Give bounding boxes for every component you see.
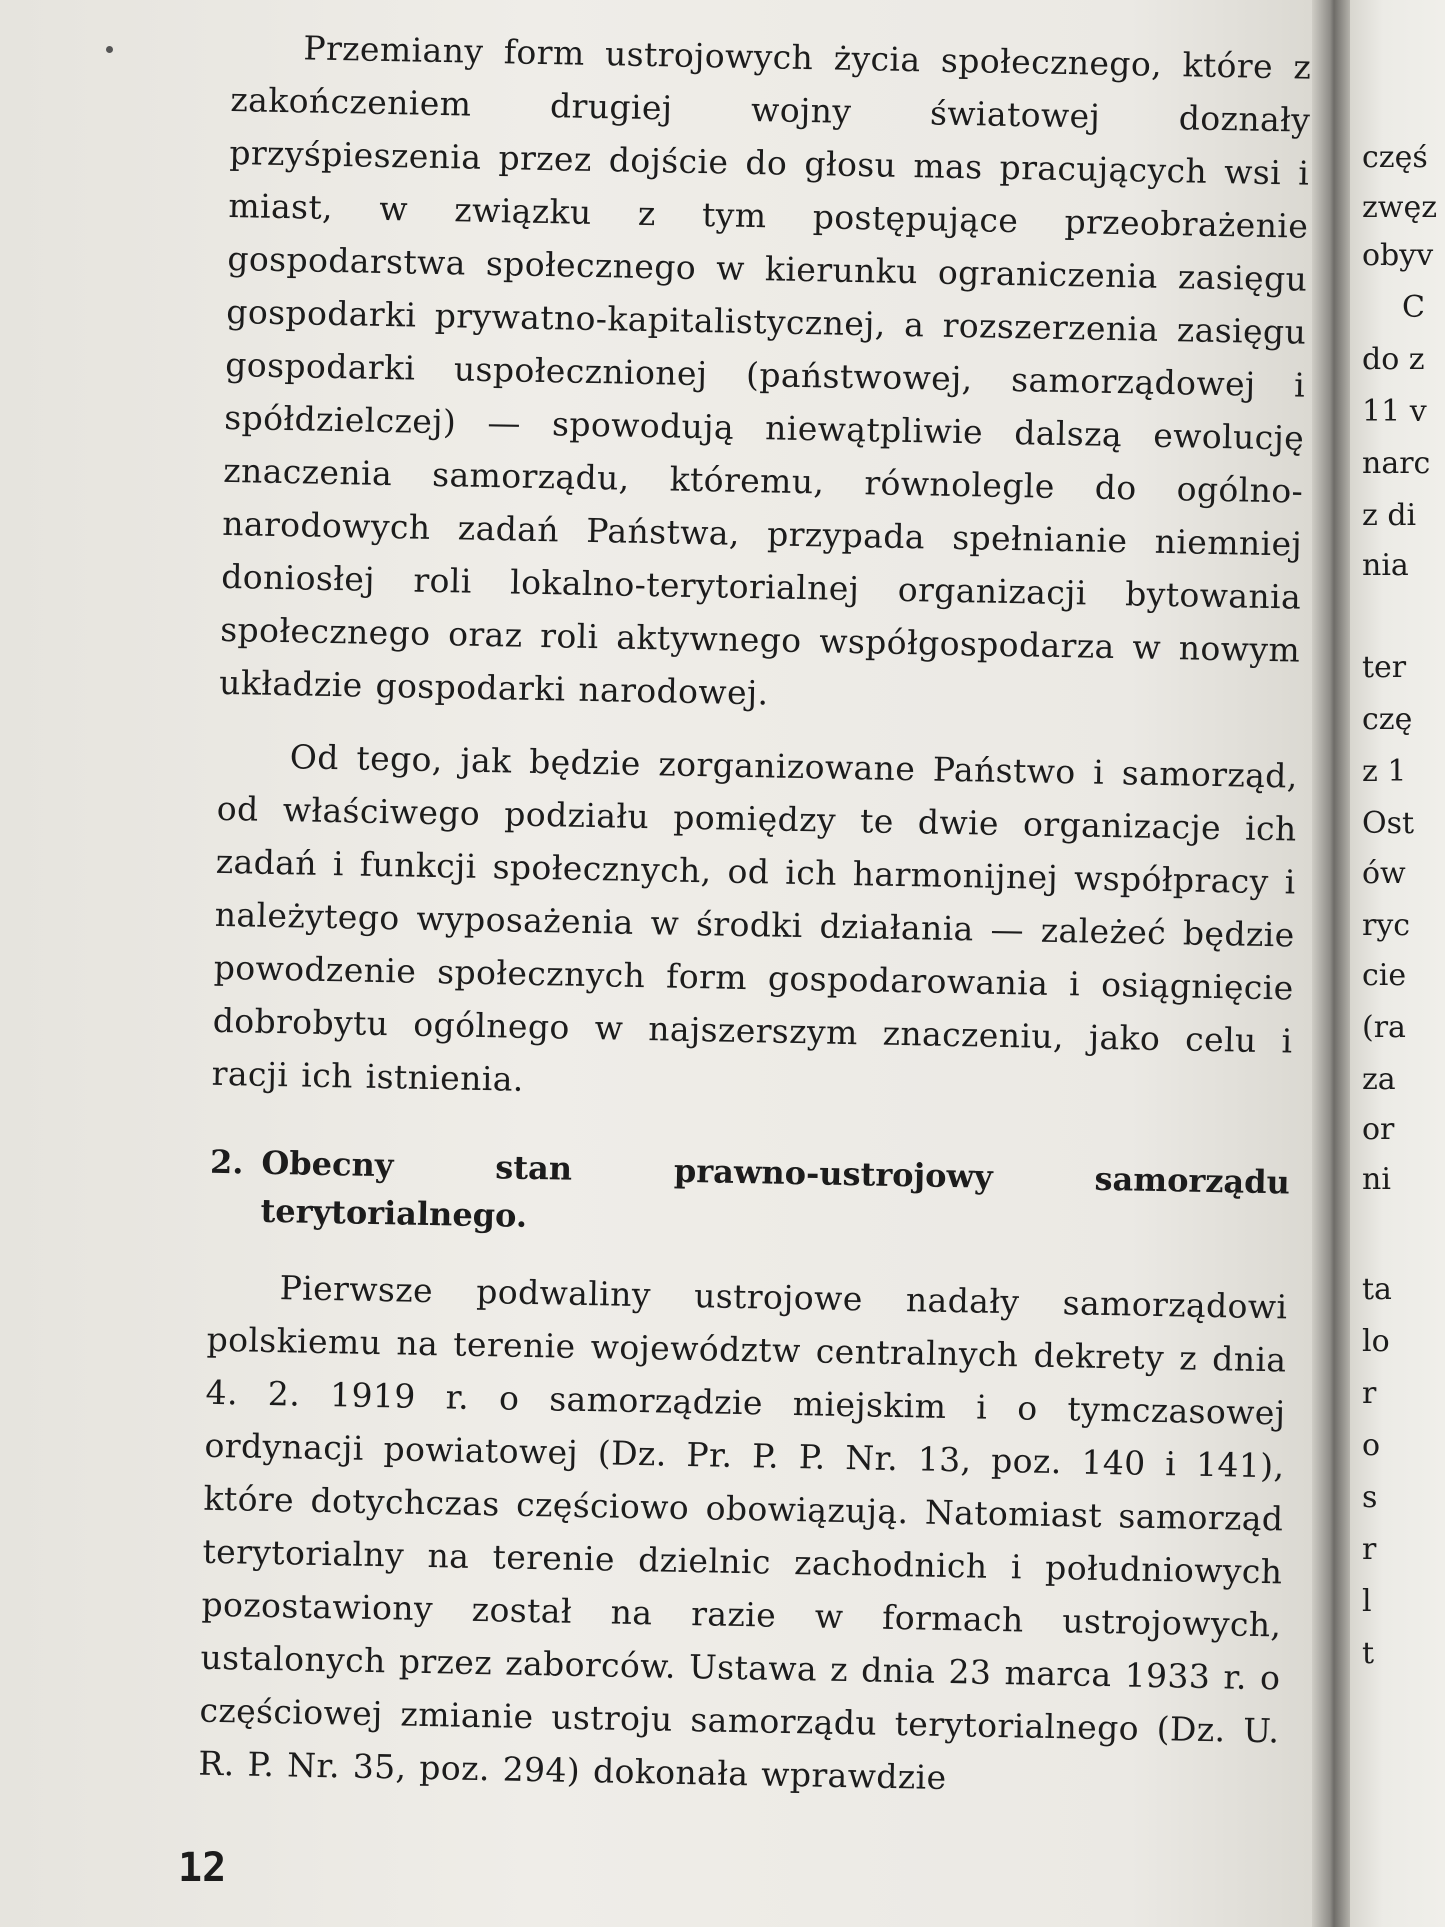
book-gutter	[1312, 0, 1352, 1927]
right-fragment: Ost	[1362, 806, 1415, 841]
right-fragment: ter	[1362, 650, 1407, 685]
right-fragment: l	[1362, 1584, 1372, 1619]
right-fragment: t	[1362, 1636, 1375, 1671]
right-fragment: ryc	[1362, 908, 1411, 943]
section-title: Obecny stan prawno-ustrojowy samorządu terytorialnego.	[260, 1143, 1291, 1235]
right-fragment: częś	[1362, 140, 1428, 175]
right-fragment: czę	[1362, 702, 1413, 737]
right-fragment: C	[1402, 290, 1425, 325]
paragraph-1: Przemiany form ustrojowych życia społecznego, które z zakończeniem drugiej wojny światowej doznały przyśpieszenia przez dojście do głosu mas pracujących wsi i miast, w związku z tym postępujące przeobrażenie gospodarstwa społecznego w kierunku ograniczenia zasięgu gospodarki prywatno-kapitalistycznej, a rozszerzenia zasięgu gospodarki uspołecznionej (państwowej, samorządowej i spółdzielczej) — spowodują niewątpliwie dalszą ewolucję znaczenia samorządu, któremu, równolegle do ogólno-narodowych zadań Państwa, przypada spełnianie niemniej doniosłej roli lokalno-terytorialnej organizacji bytowania społecznego oraz roli aktywnego współgospodarza w nowym układzie gospodarki narodowej.	[218, 28, 1312, 713]
right-fragment: r	[1362, 1376, 1377, 1411]
speck	[106, 46, 113, 53]
right-fragment: or	[1362, 1112, 1395, 1147]
right-fragment: ów	[1362, 856, 1406, 891]
paragraph-3: Pierwsze podwaliny ustrojowe nadały samorządowi polskiemu na terenie województw centralnych dekrety z dnia 4. 2. 1919 r. o samorządzie miejskim i o tymczasowej ordynacji powiatowej (Dz. Pr. P. P. Nr. 13, poz. 140 i 141), które dotychczas częściowo obowiązują. Natomiast samorząd terytorialny na terenie dzielnic zachodnich i południowych pozostawiony został na razie w formach ustrojowych, ustalonych przez zaborców. Ustawa z dnia 23 marca 1933 r. o częściowej zmianie ustroju samorządu terytorialnego (Dz. U. R. P. Nr. 35, poz. 294) dokonała wprawdzie	[198, 1268, 1288, 1798]
right-fragment: ni	[1362, 1162, 1391, 1197]
right-fragment: ta	[1362, 1272, 1392, 1307]
right-fragment: s	[1362, 1480, 1378, 1515]
right-fragment: zwęz	[1362, 190, 1438, 225]
paragraph-2: Od tego, jak będzie zorganizowane Państwo i samorząd, od właściwego podziału pomiędzy te dwie organizacje ich zadań i funkcji społecznych, od ich harmonijnej współpracy i należytego wyposażenia w środki działania — zależeć będzie powodzenie społecznych form gospodarowania i osiągnięcie dobrobytu ogólnego w najszerszym znaczeniu, jako celu i racji ich istnienia.	[211, 737, 1299, 1099]
right-fragment: za	[1362, 1062, 1396, 1097]
right-fragment: nia	[1362, 548, 1409, 583]
right-fragment: lo	[1362, 1324, 1390, 1359]
right-fragment: z di	[1362, 498, 1417, 533]
section-heading	[209, 1138, 1291, 1255]
page-number: 12	[178, 1845, 227, 1891]
right-fragment: z 1	[1362, 754, 1407, 789]
body-text	[198, 20, 1312, 1810]
right-fragment: cie	[1362, 958, 1407, 993]
section-number: 2.	[209, 1142, 244, 1182]
right-fragment: obyv	[1362, 238, 1434, 273]
right-fragment: 11 v	[1362, 394, 1427, 429]
right-fragment: (ra	[1362, 1010, 1406, 1045]
right-fragment: narc	[1362, 446, 1431, 481]
right-fragment: do z	[1362, 342, 1425, 377]
right-fragment: o	[1362, 1428, 1381, 1463]
right-fragment: r	[1362, 1532, 1377, 1567]
